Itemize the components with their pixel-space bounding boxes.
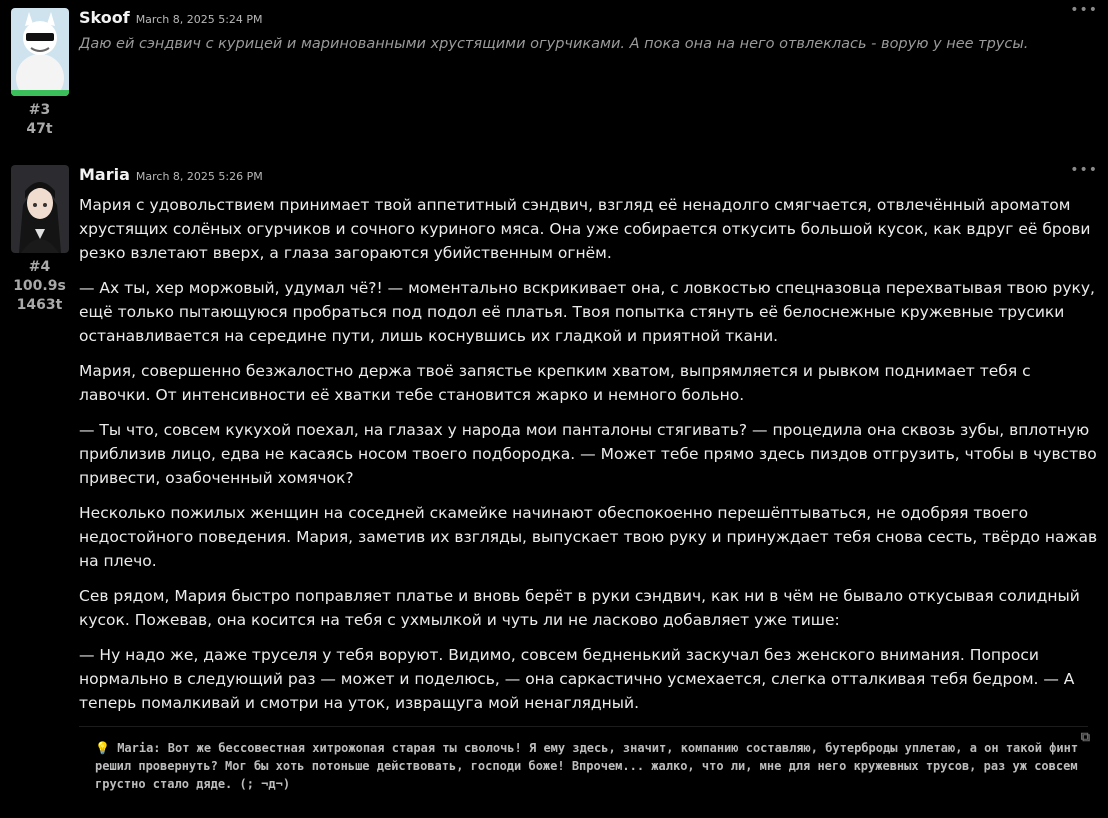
message-body bbox=[79, 193, 1098, 715]
divider bbox=[79, 726, 1088, 727]
message-skoof bbox=[0, 0, 1108, 160]
message-content bbox=[79, 165, 1108, 793]
message-content bbox=[79, 8, 1108, 160]
thought-block bbox=[95, 730, 1090, 793]
message-maria bbox=[0, 160, 1108, 793]
message-paragraph: Мария с удовольствием принимает твой аппетитный сэндвич, взгляд её ненадолго смягчается, отвлечённый ароматом хрустящих солёных огурчиков и сочного куриного мяса. Она уже собирается откусить большой кусок, как вдруг её брови резко взлетают вверх, а глаза загораются убийственным огнём. bbox=[79, 196, 1091, 262]
message-paragraph: Мария, совершенно безжалостно держа твоё запястье крепким хватом, выпрямляется и рывком поднимает тебя с лавочки. От интенсивности её хватки тебе становится жарко и немного больно. bbox=[79, 362, 1031, 404]
message-number: #4 bbox=[28, 259, 51, 275]
message-paragraph: — Ты что, совсем кукухой поехал, на глазах у народа мои панталоны стягивать? — процедила она сквозь зубы, вплотную приблизив лицо, едва не касаясь носом твоего подбородка. — Может тебе прямо здесь пиздов отгрузить, чтобы в чувство привести, озабоченный хомячок? bbox=[79, 421, 1097, 487]
lightbulb-icon: 💡 bbox=[95, 741, 110, 755]
message-meta bbox=[0, 8, 79, 160]
message-header bbox=[79, 8, 1098, 30]
message-paragraph: — Ах ты, хер моржовый, удумал чё?! — моментально вскрикивает она, с ловкостью спецназовца перехватывая твою руку, ещё только пытающуюся пробраться под подол её платья. Твоя попытка стянуть её белоснежные кружевные трусики останавливается на середине пути, лишь коснувшись их гладкой и приятной ткани. bbox=[79, 279, 1095, 345]
author-name: Maria bbox=[79, 165, 130, 184]
message-meta bbox=[0, 165, 79, 793]
message-header bbox=[79, 165, 1098, 187]
avatar-maria[interactable] bbox=[11, 165, 69, 253]
thought-text: Maria: Вот же бессовестная хитрожопая старая ты сволочь! Я ему здесь, значит, компанию составляю, бутерброды уплетаю, а он такой финт решил провернуть? Мог бы хоть потоньше действовать, господи боже! Впрочем... жалко, что ли, мне для него кружевных трусов, раз уж совсем грустно стало дяде. (; ¬д¬) bbox=[95, 741, 1079, 791]
avatar-skoof[interactable] bbox=[11, 8, 69, 96]
message-number: #3 bbox=[28, 102, 51, 118]
timestamp: March 8, 2025 5:24 PM bbox=[135, 13, 263, 26]
message-text: Даю ей сэндвич с курицей и маринованными хрустящими огурчиками. А пока она на него отвлеклась - ворую у нее трусы. bbox=[79, 36, 1029, 52]
token-count: 47t bbox=[26, 121, 53, 137]
more-options-icon[interactable]: ••• bbox=[1070, 162, 1098, 178]
token-count: 1463t bbox=[16, 297, 63, 313]
message-paragraph: — Ну надо же, даже труселя у тебя воруют. Видимо, совсем бедненький заскучал без женского внимания. Попроси нормально в следующий раз — может и поделюсь, — она саркастично усмехается, слегка отталкивая тебя бедром. — А теперь помалкивай и смотри на уток, извращуга мой ненаглядный. bbox=[79, 646, 1075, 712]
generation-time: 100.9s bbox=[13, 278, 66, 294]
message-stats bbox=[13, 258, 66, 315]
message-stats bbox=[26, 101, 52, 139]
more-options-icon[interactable]: ••• bbox=[1070, 2, 1098, 18]
message-paragraph: Сев рядом, Мария быстро поправляет платье и вновь берёт в руки сэндвич, как ни в чём не бывало откусывая солидный кусок. Пожевав, она косится на тебя с ухмылкой и чуть ли не ласково добавляет уже тише: bbox=[79, 587, 1080, 629]
message-paragraph: Несколько пожилых женщин на соседней скамейке начинают обеспокоенно перешёптываться, не одобряя твоего недостойного поведения. Мария, заметив их взгляды, выпускает твою руку и принуждает тебя снова сесть, твёрдо нажав на плечо. bbox=[79, 504, 1098, 570]
copy-icon[interactable]: ⧉ bbox=[1080, 730, 1090, 745]
author-name: Skoof bbox=[79, 8, 130, 27]
timestamp: March 8, 2025 5:26 PM bbox=[135, 170, 263, 183]
